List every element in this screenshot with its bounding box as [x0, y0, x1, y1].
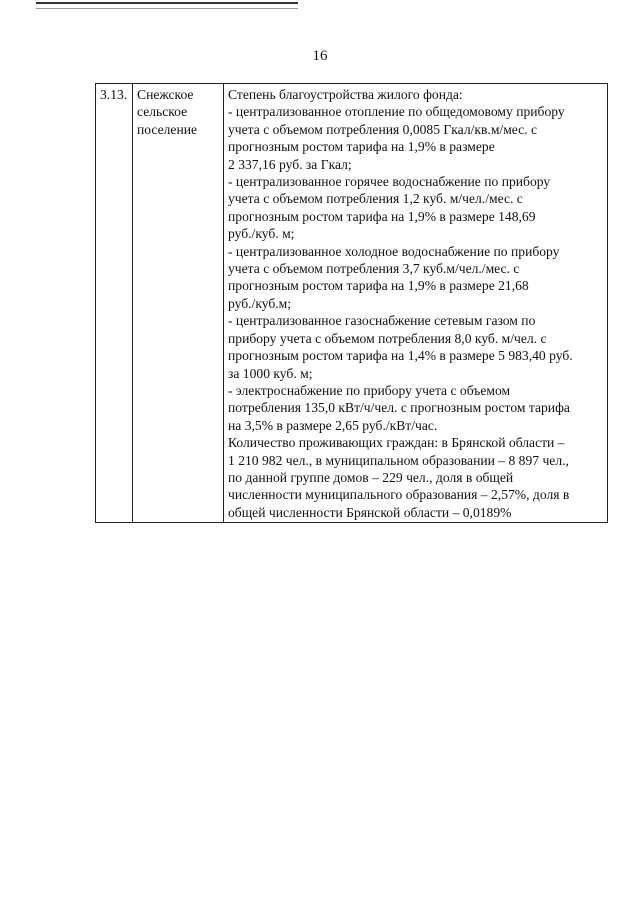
description-line: учета с объемом потребления 3,7 куб.м/чел./мес. с	[228, 261, 520, 277]
description-line: потребления 135,0 кВт/ч/чел. с прогнозным ростом тарифа	[228, 400, 570, 416]
description-line: прогнозным ростом тарифа на 1,9% в размере 21,68	[228, 278, 529, 294]
description-line: Количество проживающих граждан: в Брянской области –	[228, 435, 565, 451]
description-line: учета с объемом потребления 1,2 куб. м/чел./мес. с	[228, 191, 523, 207]
description-line: - централизованное отопление по общедомовому прибору	[228, 104, 565, 120]
description-line: за 1000 куб. м;	[228, 365, 313, 381]
page-number: 16	[312, 48, 328, 64]
description-line: - централизованное горячее водоснабжение по прибору	[228, 174, 551, 190]
row-number-cell: 3.13.	[96, 84, 133, 523]
description-line: численности муниципального образования – 2,57%, доля в	[228, 487, 570, 503]
data-table	[95, 83, 608, 523]
settlement-name-cell	[133, 84, 224, 523]
scan-artifact-line-top	[36, 2, 298, 4]
description-line: 2 337,16 руб. за Гкал;	[228, 156, 352, 172]
description-line: учета с объемом потребления 0,0085 Гкал/кв.м/мес. с	[228, 121, 538, 137]
description-line: - централизованное холодное водоснабжение по прибору	[228, 243, 560, 259]
description-cell	[224, 84, 608, 523]
scan-artifact-line-bottom	[36, 8, 298, 9]
description-line: прибору учета с объемом потребления 8,0 куб. м/чел. с	[228, 330, 547, 346]
description-line: руб./куб.м;	[228, 295, 292, 311]
description-line: на 3,5% в размере 2,65 руб./кВт/час.	[228, 417, 438, 433]
description-line: Степень благоустройства жилого фонда:	[228, 87, 463, 102]
description-line: - централизованное газоснабжение сетевым газом по	[228, 313, 536, 329]
description-line: общей численности Брянской области – 0,0189%	[228, 504, 512, 520]
settlement-name-line: поселение	[137, 121, 198, 137]
description-line: прогнозным ростом тарифа на 1,9% в размере	[228, 139, 495, 155]
description-line: руб./куб. м;	[228, 226, 295, 242]
settlement-name-line: Снежское	[137, 87, 194, 102]
table-row	[96, 84, 608, 523]
settlement-name-line: сельское	[137, 104, 188, 120]
description-line: прогнозным ростом тарифа на 1,9% в размере 148,69	[228, 208, 536, 224]
description-line: - электроснабжение по прибору учета с объемом	[228, 382, 511, 398]
description-line: 1 210 982 чел., в муниципальном образовании – 8 897 чел.,	[228, 452, 569, 468]
description-line: прогнозным ростом тарифа на 1,4% в размере 5 983,40 руб.	[228, 348, 573, 364]
description-line: по данной группе домов – 229 чел., доля в общей	[228, 469, 514, 485]
